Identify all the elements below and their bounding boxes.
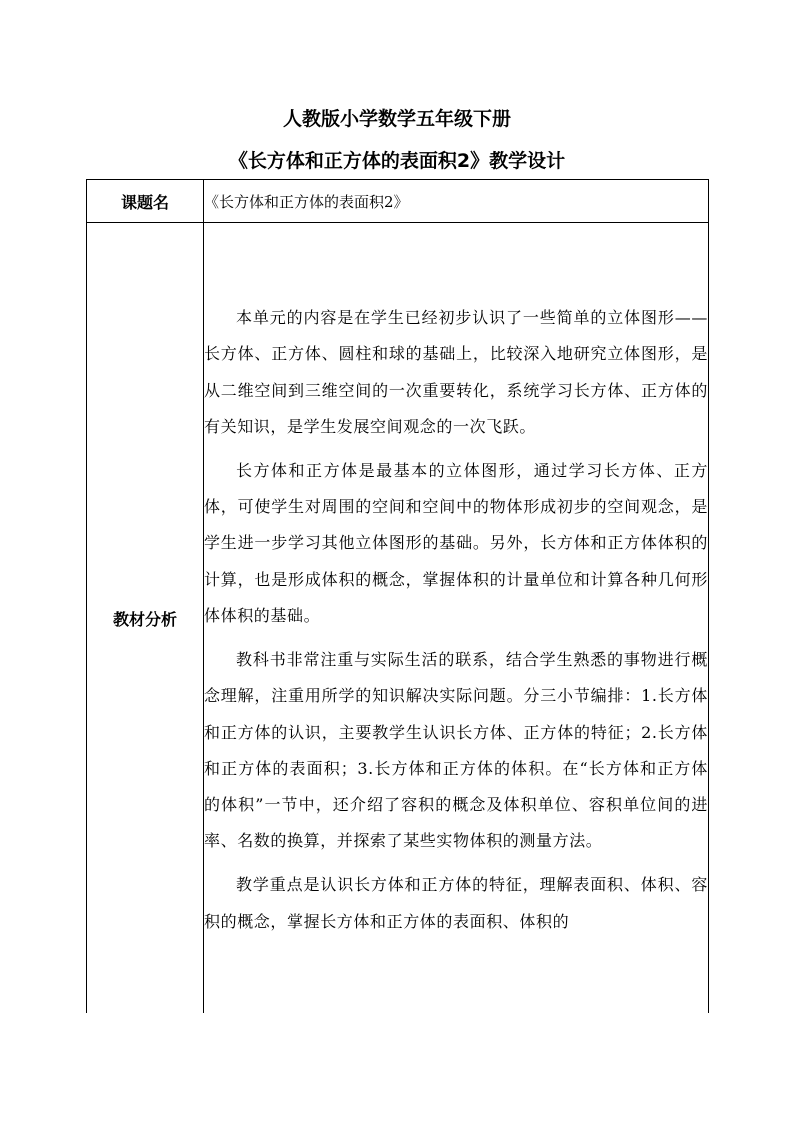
topic-value: 《长方体和正方体的表面积2》	[204, 180, 709, 223]
table-row-topic	[87, 180, 709, 223]
analysis-paragraph: 本单元的内容是在学生已经初步认识了一些简单的立体图形——长方体、正方体、圆柱和球的基础上，比较深入地研究立体图形，是从二维空间到三维空间的一次重要转化，系统学习长方体、正方体的有关知识，是学生发展空间观念的一次飞跃。	[204, 308, 708, 436]
document-title: 人教版小学数学五年级下册	[282, 108, 511, 130]
lesson-plan-table	[86, 179, 709, 1013]
analysis-content	[204, 223, 709, 1014]
analysis-paragraph: 长方体和正方体是最基本的立体图形，通过学习长方体、正方体，可使学生对周围的空间和空间中的物体形成初步的空间观念，是学生进一步学习其他立体图形的基础。另外，长方体和正方体体积的计算，也是形成体积的概念，掌握体积的计量单位和计算各种几何形体体积的基础。	[204, 461, 708, 625]
analysis-paragraph: 教学重点是认识长方体和正方体的特征，理解表面积、体积、容积的概念，掌握长方体和正方体的表面积、体积的	[204, 875, 708, 931]
document-subtitle: 《长方体和正方体的表面积2》教学设计	[228, 150, 566, 172]
analysis-paragraph: 教科书非常注重与实际生活的联系，结合学生熟悉的事物进行概念理解，注重用所学的知识解决实际问题。分三小节编排：1.长方体和正方体的认识，主要教学生认识长方体、正方体的特征；2.长方体和正方体的表面积；3.长方体和正方体的体积。在“长方体和正方体的体积”一节中，还介绍了容积的概念及体积单位、容积单位间的进率、名数的换算，并探索了某些实物体积的测量方法。	[204, 650, 708, 851]
analysis-label: 教材分析	[87, 223, 204, 1014]
topic-label: 课题名	[87, 180, 204, 223]
table-row-analysis	[87, 223, 709, 1014]
